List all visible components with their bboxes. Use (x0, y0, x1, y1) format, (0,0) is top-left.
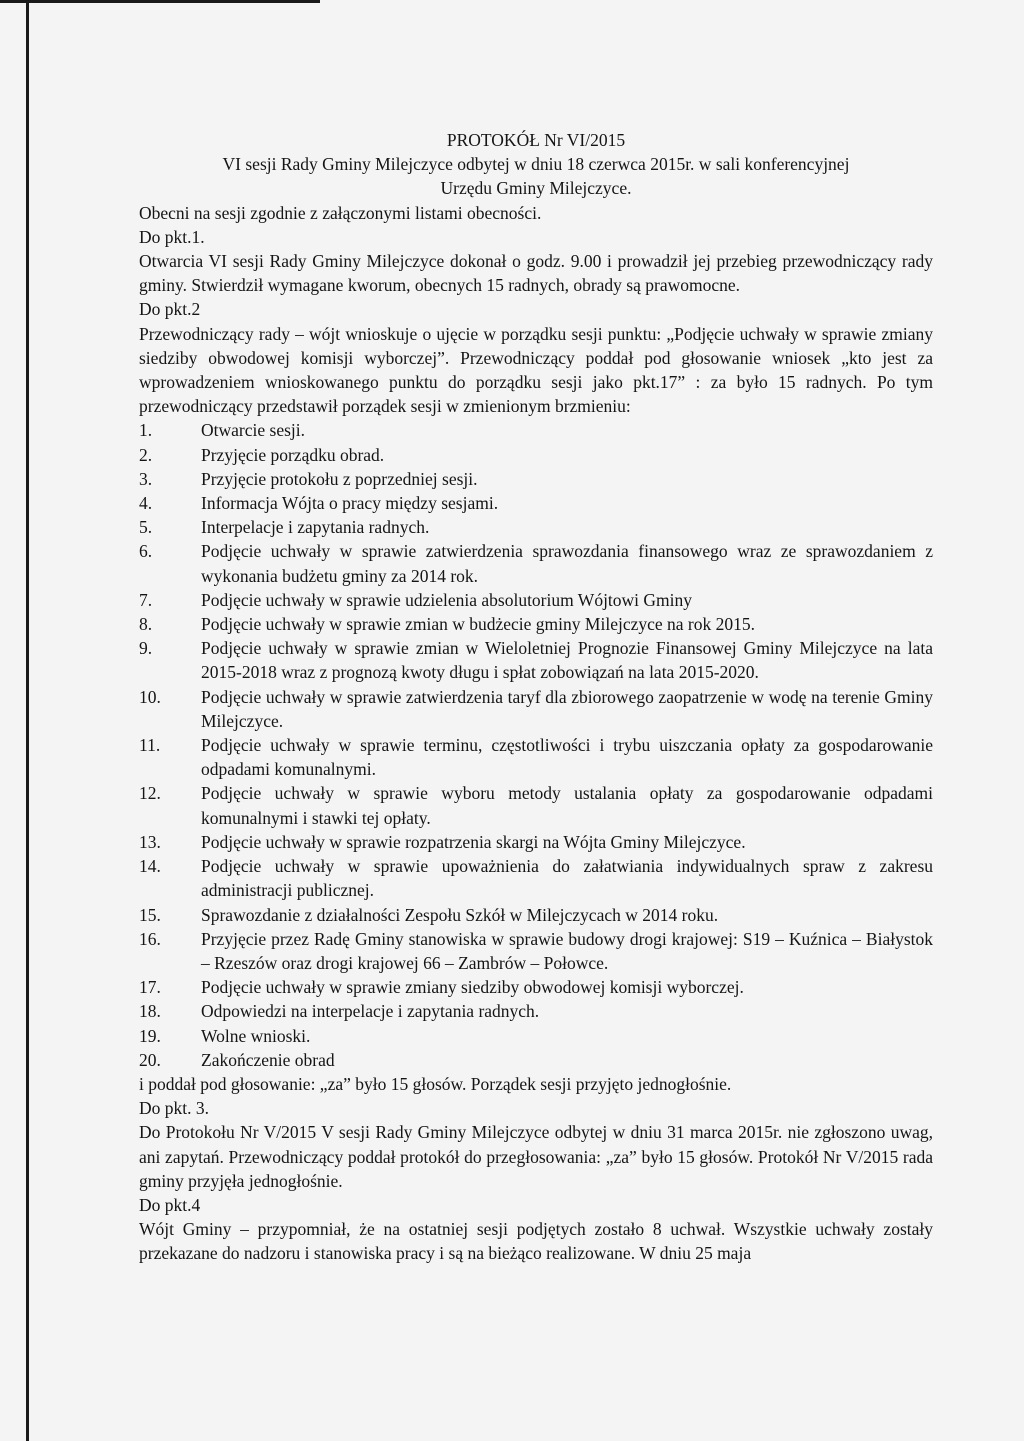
agenda-item-text: Podjęcie uchwały w sprawie rozpatrzenia skargi na Wójta Gminy Milejczyce. (201, 831, 746, 852)
agenda-item-number: 9. (139, 638, 153, 659)
agenda-item-text: Zakończenie obrad (201, 1049, 335, 1070)
agenda-item (139, 515, 933, 539)
agenda-item-number: 7. (139, 589, 153, 610)
agenda-item-text: Sprawozdanie z działalności Zespołu Szkół w Milejczycach w 2014 roku. (201, 904, 719, 925)
agenda-item-number: 20. (139, 1049, 161, 1070)
agenda-item-text: Przyjęcie przez Radę Gminy stanowiska w sprawie budowy drogi krajowej: S19 – Kuźnica – Białystok – Rzeszów oraz drogi krajowej 66 – Zambrów – Połowce. (201, 928, 933, 973)
agenda-item-text: Przyjęcie protokołu z poprzedniej sesji. (201, 468, 478, 489)
pkt2-heading: Do pkt.2 (139, 299, 201, 320)
agenda-item-number: 3. (139, 468, 153, 489)
pkt4-paragraph: Wójt Gminy – przypomniał, że na ostatniej sesji podjętych zostało 8 uchwał. Wszystkie uchwały zostały przekazane do nadzoru i stanowiska pracy i są na bieżąco realizowane. W dniu 25 maja (139, 1219, 933, 1264)
agenda-item-text: Odpowiedzi na interpelacje i zapytania radnych. (201, 1001, 540, 1022)
agenda-item (139, 418, 933, 442)
pkt2-paragraph: Przewodniczący rady – wójt wnioskuje o ujęcie w porządku sesji punktu: „Podjęcie uchwały w sprawie zmiany siedziby obwodowej komisji wyborczej”. Przewodniczący poddał pod głosowanie wniosek „kto jest za wprowadzeniem wnioskowanego punktu do porządku sesji jako pkt.17” : za było 15 radnych. Po tym przewodniczący przedstawił porządek sesji w zmienionym brzmieniu: (139, 323, 933, 417)
agenda-item-number: 5. (139, 517, 153, 538)
agenda-item-text: Podjęcie uchwały w sprawie udzielenia absolutorium Wójtowi Gminy (201, 589, 693, 610)
agenda-item-text: Przyjęcie porządku obrad. (201, 444, 385, 465)
agenda-item-number: 12. (139, 783, 161, 804)
agenda-item-text: Otwarcie sesji. (201, 420, 305, 441)
pkt3-paragraph: Do Protokołu Nr V/2015 V sesji Rady Gminy Milejczyce odbytej w dniu 31 marca 2015r. nie zgłoszono uwag, ani zapytań. Przewodniczący poddał protokół do przegłosowania: „za” było 15 głosów. Protokół Nr V/2015 rada gminy przyjęła jednogłośnie. (139, 1122, 933, 1191)
agenda-item-number: 4. (139, 493, 153, 514)
pkt1-paragraph: Otwarcia VI sesji Rady Gminy Milejczyce dokonał o godz. 9.00 i prowadził jej przebieg przewodniczący rady gminy. Stwierdził wymagane kworum, obecnych 15 radnych, obrady są prawomocne. (139, 251, 933, 296)
agenda-item (139, 685, 933, 733)
document-subtitle-line2: Urzędu Gminy Milejczyce. (440, 178, 632, 199)
document-title: PROTOKÓŁ Nr VI/2015 (446, 130, 626, 150)
agenda-item (139, 612, 933, 636)
agenda-item-number: 18. (139, 1001, 161, 1022)
agenda-list (139, 418, 933, 1071)
agenda-item (139, 1024, 933, 1048)
agenda-item (139, 999, 933, 1023)
agenda-item-number: 15. (139, 904, 161, 925)
agenda-item-text: Podjęcie uchwały w sprawie zmiany siedziby obwodowej komisji wyborczej. (201, 977, 744, 998)
agenda-item-text: Informacja Wójta o pracy między sesjami. (201, 493, 499, 514)
agenda-item-number: 14. (139, 856, 161, 877)
agenda-item-number: 19. (139, 1025, 161, 1046)
agenda-item (139, 781, 933, 829)
pkt3-heading: Do pkt. 3. (139, 1098, 209, 1119)
agenda-item (139, 854, 933, 902)
agenda-item (139, 588, 933, 612)
attendance-note: Obecni na sesji zgodnie z załączonymi listami obecności. (139, 202, 542, 223)
agenda-item (139, 443, 933, 467)
agenda-item-text: Podjęcie uchwały w sprawie wyboru metody ustalania opłaty za gospodarowanie odpadami komunalnymi i stawki tej opłaty. (201, 783, 933, 828)
agenda-item-number: 2. (139, 444, 153, 465)
agenda-item (139, 733, 933, 781)
agenda-item (139, 539, 933, 587)
agenda-item (139, 1048, 933, 1072)
agenda-item (139, 467, 933, 491)
pkt4-heading: Do pkt.4 (139, 1194, 201, 1215)
agenda-item-text: Podjęcie uchwały w sprawie zmian w budżecie gminy Milejczyce na rok 2015. (201, 614, 755, 635)
document-page (139, 128, 933, 1266)
agenda-item (139, 975, 933, 999)
agenda-item (139, 636, 933, 684)
agenda-item (139, 903, 933, 927)
agenda-item-number: 10. (139, 686, 161, 707)
agenda-item (139, 491, 933, 515)
agenda-item-number: 1. (139, 420, 153, 441)
agenda-item-number: 16. (139, 928, 161, 949)
agenda-item-text: Interpelacje i zapytania radnych. (201, 517, 430, 538)
scan-edge-left (26, 0, 29, 1441)
agenda-item (139, 927, 933, 975)
agenda-item-number: 6. (139, 541, 153, 562)
scan-edge-top (0, 0, 320, 3)
agenda-item-text: Podjęcie uchwały w sprawie terminu, częstotliwości i trybu uiszczania opłaty za gospodarowanie odpadami komunalnymi. (201, 735, 933, 780)
agenda-item (139, 830, 933, 854)
agenda-item-number: 13. (139, 831, 161, 852)
vote-result: i poddał pod głosowanie: „za” było 15 głosów. Porządek sesji przyjęto jednogłośnie. (139, 1073, 732, 1094)
document-subtitle-line1: VI sesji Rady Gminy Milejczyce odbytej w dniu 18 czerwca 2015r. w sali konferencyjnej (222, 154, 850, 175)
agenda-item-number: 17. (139, 977, 161, 998)
agenda-item-text: Wolne wnioski. (201, 1025, 311, 1046)
agenda-item-text: Podjęcie uchwały w sprawie zatwierdzenia sprawozdania finansowego wraz ze sprawozdaniem z wykonania budżetu gminy za 2014 rok. (201, 541, 933, 586)
agenda-item-number: 11. (139, 735, 161, 756)
agenda-item-number: 8. (139, 614, 153, 635)
agenda-item-text: Podjęcie uchwały w sprawie zatwierdzenia taryf dla zbiorowego zaopatrzenie w wodę na terenie Gminy Milejczyce. (201, 686, 933, 731)
agenda-item-text: Podjęcie uchwały w sprawie zmian w Wieloletniej Prognozie Finansowej Gminy Milejczyce na lata 2015-2018 wraz z prognozą kwoty długu i spłat zobowiązań na lata 2015-2020. (201, 638, 933, 683)
agenda-item-text: Podjęcie uchwały w sprawie upoważnienia do załatwiania indywidualnych spraw z zakresu administracji publicznej. (201, 856, 933, 901)
pkt1-heading: Do pkt.1. (139, 226, 205, 247)
